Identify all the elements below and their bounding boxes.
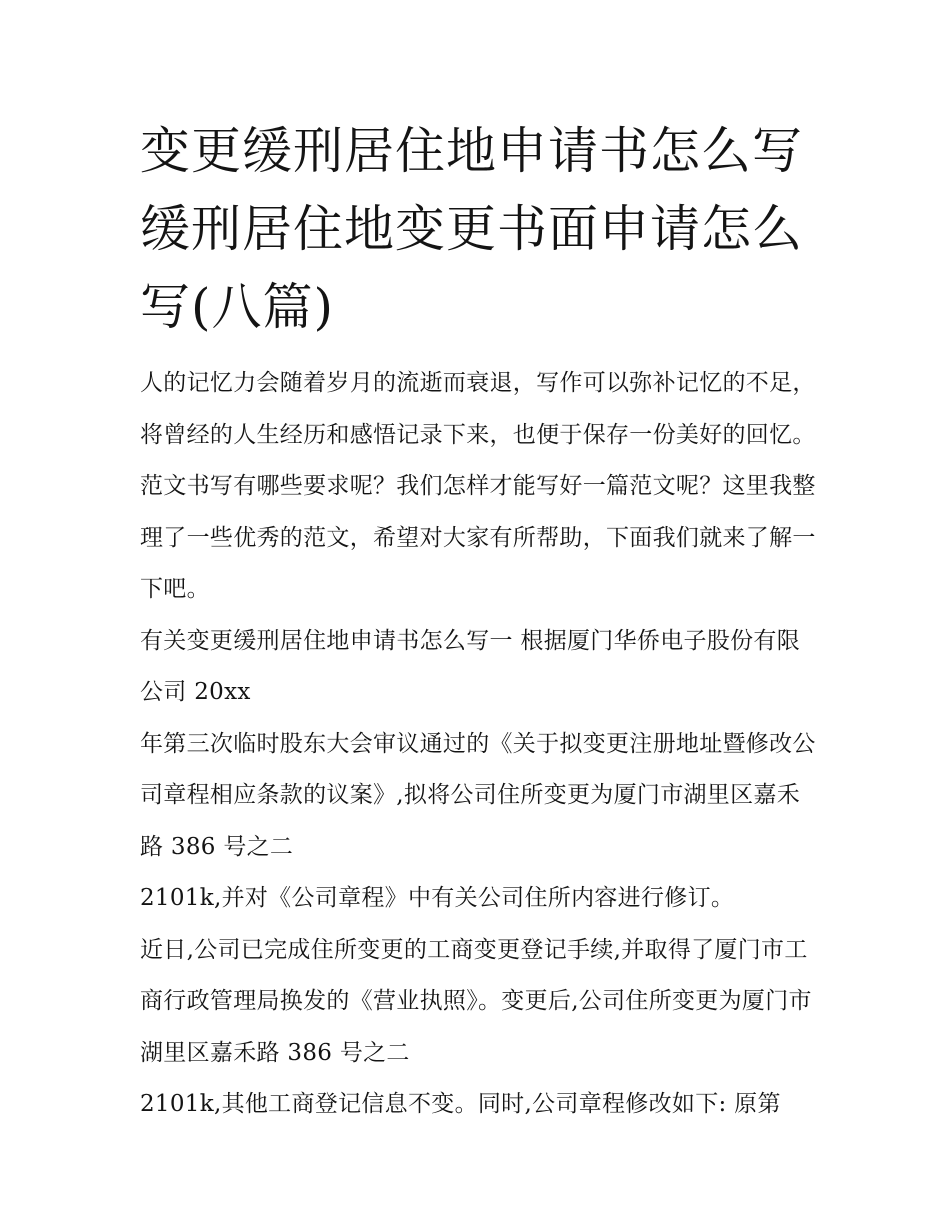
title-line: 写(八篇) <box>140 278 335 336</box>
body-paragraph: 2101k,其他工商登记信息不变。同时,公司章程修改如下: 原第 <box>140 1091 781 1117</box>
section-heading-paragraph: 有关变更缓刑居住地申请书怎么写一 根据厦门华侨电子股份有限公司 20xx <box>140 627 801 705</box>
document-body <box>140 358 820 1131</box>
title-line: 缓刑居住地变更书面申请怎么 <box>140 200 803 258</box>
title-line: 变更缓刑居住地申请书怎么写 <box>140 122 803 180</box>
document-title <box>140 112 840 346</box>
body-paragraph: 年第三次临时股东大会审议通过的《关于拟变更注册地址暨修改公司章程相应条款的议案》,拟将公司住所变更为厦门市湖里区嘉禾路 386 号之二 <box>140 730 816 860</box>
intro-paragraph: 人的记忆力会随着岁月的流逝而衰退，写作可以弥补记忆的不足，将曾经的人生经历和感悟记录下来，也便于保存一份美好的回忆。范文书写有哪些要求呢？我们怎样才能写好一篇范文呢？这里我整理了一些优秀的范文，希望对大家有所帮助，下面我们就来了解一下吧。 <box>140 370 816 602</box>
body-paragraph: 近日,公司已完成住所变更的工商变更登记手续,并取得了厦门市工商行政管理局换发的《营业执照》。变更后,公司住所变更为厦门市湖里区嘉禾路 386 号之二 <box>140 936 812 1066</box>
body-paragraph: 2101k,并对《公司章程》中有关公司住所内容进行修订。 <box>140 885 735 911</box>
